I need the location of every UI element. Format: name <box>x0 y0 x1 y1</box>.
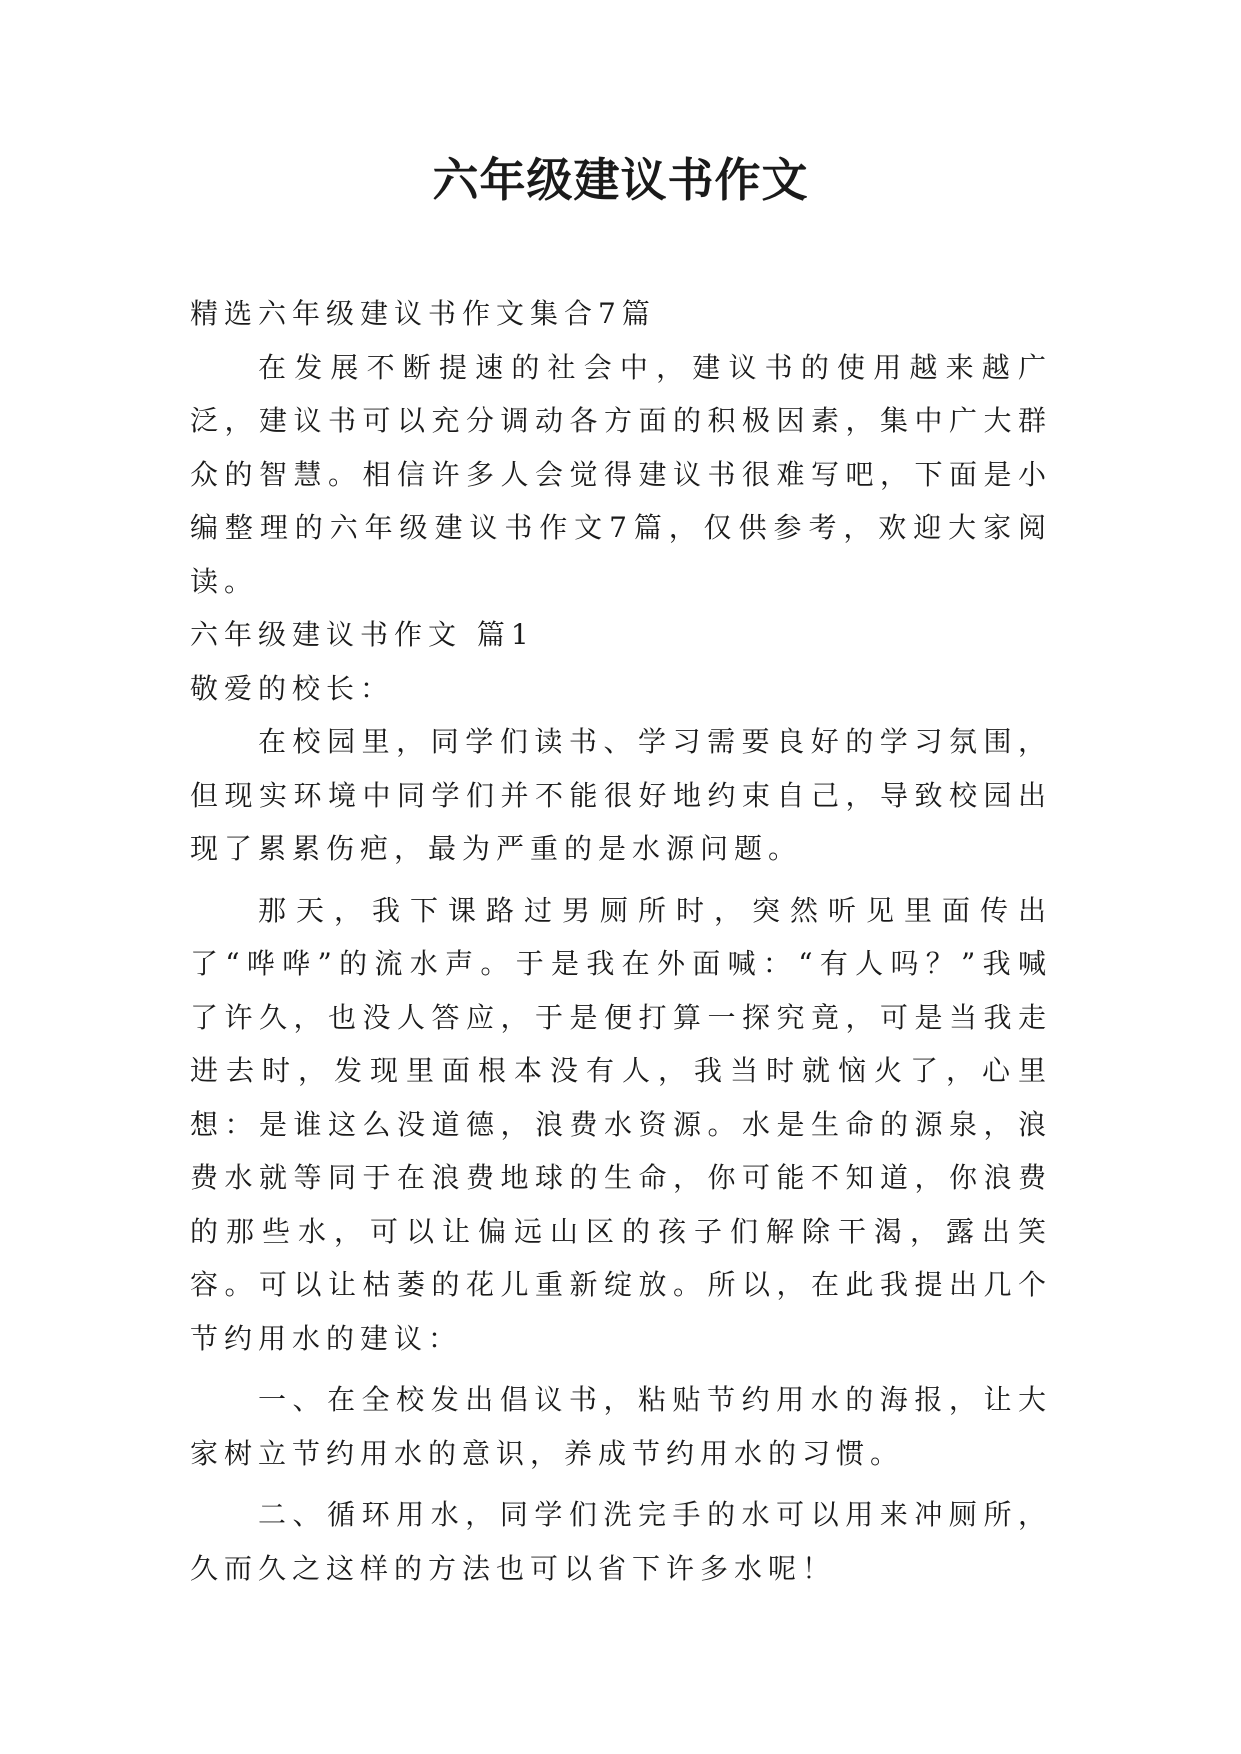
document-body <box>190 287 1052 1595</box>
salutation: 敬爱的校长： <box>190 671 395 705</box>
intro-paragraph: 在发展不断提速的社会中，建议书的使用越来越广泛，建议书可以充分调动各方面的积极因素，集中广大群众的智慧。相信许多人会觉得建议书很难写吧，下面是小编整理的六年级建议书作文7篇，仅供参考，欢迎大家阅读。 <box>190 350 1052 598</box>
suggestion-item: 一、在全校发出倡议书，粘贴节约用水的海报，让大家树立节约用水的意识，养成节约用水的习惯。 <box>190 1383 1052 1470</box>
body-paragraph: 在校园里，同学们读书、学习需要良好的学习氛围，但现实环境中同学们并不能很好地约束自己，导致校园出现了累累伤疤，最为严重的是水源问题。 <box>190 725 1052 865</box>
document-title: 六年级建议书作文 <box>432 153 809 207</box>
collection-subtitle: 精选六年级建议书作文集合7篇 <box>190 297 656 330</box>
body-paragraph: 那天，我下课路过男厕所时，突然听见里面传出了“哗哗”的流水声。于是我在外面喊：“有人吗？”我喊了许久，也没人答应，于是便打算一探究竟，可是当我走进去时，发现里面根本没有人，我当时就恼火了，心里想：是谁这么没道德，浪费水资源。水是生命的源泉，浪费水就等同于在浪费地球的生命，你可能不知道，你浪费的那些水，可以让偏远山区的孩子们解除干渴，露出笑容。可以让枯萎的花儿重新绽放。所以，在此我提出几个节约用水的建议： <box>190 893 1052 1355</box>
suggestion-item: 二、循环用水，同学们洗完手的水可以用来冲厕所，久而久之这样的方法也可以省下许多水呢！ <box>190 1498 1052 1585</box>
essay-heading: 六年级建议书作文 篇1 <box>190 618 535 651</box>
